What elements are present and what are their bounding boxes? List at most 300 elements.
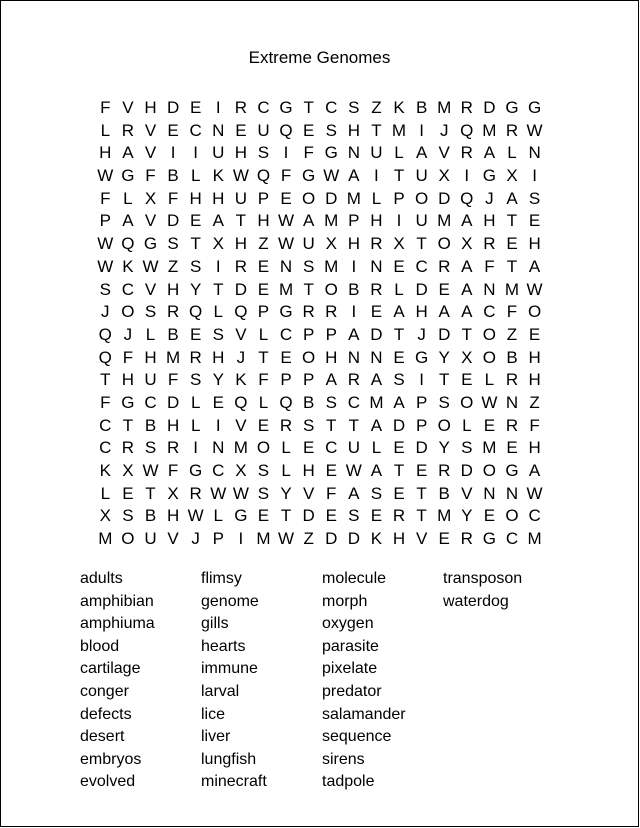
- grid-row: [94, 256, 546, 279]
- grid-letter: O: [256, 438, 271, 458]
- grid-letter: O: [121, 302, 135, 322]
- word-list-item: tadpole: [322, 773, 375, 791]
- grid-letter: P: [302, 370, 315, 390]
- grid-letter: F: [122, 347, 134, 367]
- grid-letter: S: [257, 483, 270, 503]
- grid-letter: L: [394, 143, 404, 163]
- grid-letter: T: [190, 234, 201, 254]
- grid-letter: V: [302, 483, 315, 503]
- word-list-item: morph: [322, 592, 368, 610]
- grid-letter: E: [370, 302, 383, 322]
- grid-letter: R: [483, 234, 496, 254]
- grid-letter: G: [234, 506, 248, 526]
- grid-letter: J: [485, 188, 494, 208]
- grid-letter: F: [100, 98, 111, 117]
- grid-letter: L: [100, 483, 111, 503]
- grid-letter: Q: [279, 392, 293, 412]
- grid-letter: H: [325, 347, 338, 367]
- grid-letter: I: [419, 120, 424, 140]
- grid-letter: C: [483, 302, 496, 322]
- grid-letter: A: [461, 256, 473, 276]
- grid-letter: T: [416, 483, 427, 503]
- grid-letter: R: [505, 120, 519, 140]
- grid-letter: A: [348, 166, 360, 186]
- grid-letter: O: [482, 324, 496, 344]
- grid-letter: Y: [438, 347, 450, 367]
- grid-letter: R: [121, 120, 135, 140]
- grid-letter: M: [324, 256, 339, 276]
- grid-letter: O: [482, 347, 496, 367]
- grid-letter: H: [370, 211, 383, 231]
- grid-letter: E: [235, 120, 247, 140]
- grid-letter: V: [415, 529, 428, 549]
- grid-letter: R: [166, 302, 180, 322]
- grid-letter: W: [187, 506, 204, 526]
- grid-letter: N: [505, 483, 519, 503]
- grid-letter: P: [415, 415, 428, 435]
- grid-letter: Y: [190, 279, 202, 299]
- grid-letter: E: [257, 279, 270, 299]
- grid-letter: V: [461, 483, 473, 503]
- grid-letter: R: [505, 415, 519, 435]
- grid-letter: M: [324, 211, 339, 231]
- grid-letter: S: [99, 279, 111, 299]
- grid-letter: O: [121, 529, 135, 549]
- grid-letter: V: [144, 120, 157, 140]
- grid-letter: E: [280, 188, 292, 208]
- grid-letter: D: [166, 98, 180, 117]
- grid-letter: T: [506, 256, 518, 276]
- grid-letter: U: [347, 438, 360, 458]
- grid-letter: O: [460, 392, 474, 412]
- grid-letter: S: [302, 415, 315, 435]
- grid-letter: V: [144, 279, 157, 299]
- grid-letter: S: [393, 370, 405, 390]
- grid-letter: U: [144, 529, 157, 549]
- grid-letter: C: [415, 256, 428, 276]
- word-column: [80, 568, 201, 794]
- grid-letter: I: [351, 302, 357, 322]
- word-list-item: transposon: [443, 570, 523, 587]
- word-list-item: flimsy: [201, 570, 242, 587]
- grid-row: [94, 233, 546, 256]
- grid-letter: E: [461, 370, 473, 390]
- grid-letter: A: [348, 324, 360, 344]
- grid-letter: O: [302, 188, 316, 208]
- grid-letter: N: [347, 347, 360, 367]
- grid-row: [94, 347, 546, 370]
- grid-letter: R: [505, 370, 519, 390]
- grid-letter: D: [460, 461, 473, 480]
- grid-letter: E: [528, 324, 541, 344]
- grid-letter: I: [215, 415, 221, 435]
- grid-letter: E: [122, 483, 134, 503]
- grid-letter: L: [258, 324, 269, 344]
- grid-letter: X: [461, 347, 473, 367]
- grid-letter: O: [437, 415, 451, 435]
- grid-letter: H: [415, 302, 428, 322]
- grid-letter: J: [101, 302, 110, 322]
- grid-letter: P: [348, 211, 360, 231]
- grid-letter: N: [212, 120, 225, 140]
- grid-row: [94, 301, 546, 324]
- grid-letter: T: [100, 370, 111, 390]
- grid-letter: M: [437, 98, 452, 117]
- grid-letter: E: [483, 415, 496, 435]
- grid-letter: R: [460, 143, 473, 163]
- grid-letter: E: [302, 438, 315, 458]
- grid-letter: U: [234, 188, 247, 208]
- grid-letter: R: [438, 461, 451, 480]
- grid-letter: S: [212, 324, 224, 344]
- grid-letter: K: [212, 166, 224, 186]
- grid-letter: Z: [258, 234, 269, 254]
- grid-letter: A: [461, 302, 473, 322]
- grid-letter: M: [233, 438, 248, 458]
- grid-letter: H: [257, 211, 270, 231]
- grid-letter: I: [238, 529, 244, 549]
- grid-letter: A: [461, 211, 473, 231]
- grid-letter: B: [415, 98, 428, 117]
- grid-row: [94, 392, 546, 415]
- grid-letter: L: [190, 415, 201, 435]
- word-list-item: cartilage: [80, 660, 141, 678]
- grid-letter: T: [371, 120, 382, 140]
- grid-letter: E: [393, 483, 405, 503]
- grid-letter: R: [438, 256, 451, 276]
- grid-letter: S: [302, 256, 315, 276]
- grid-letter: T: [258, 347, 269, 367]
- grid-letter: V: [235, 324, 247, 344]
- grid-letter: F: [484, 256, 495, 276]
- grid-letter: A: [325, 370, 337, 390]
- grid-letter: G: [302, 166, 316, 186]
- grid-letter: M: [346, 188, 361, 208]
- grid-letter: C: [528, 506, 541, 526]
- grid-letter: F: [167, 370, 179, 390]
- grid-letter: S: [257, 143, 270, 163]
- word-column: [443, 568, 564, 794]
- grid-letter: D: [392, 415, 406, 435]
- grid-letter: B: [302, 392, 315, 412]
- grid-row: [94, 279, 546, 302]
- grid-letter: B: [438, 483, 450, 503]
- word-list-item: gills: [201, 615, 229, 633]
- grid-letter: N: [528, 143, 541, 163]
- grid-letter: U: [370, 143, 383, 163]
- grid-letter: N: [279, 256, 293, 276]
- grid-letter: B: [144, 506, 157, 526]
- grid-letter: H: [528, 347, 541, 367]
- grid-letter: G: [527, 98, 542, 117]
- letter-grid: [94, 97, 546, 551]
- grid-letter: D: [166, 392, 180, 412]
- grid-letter: P: [99, 211, 111, 231]
- grid-letter: K: [99, 461, 111, 480]
- grid-letter: L: [507, 143, 517, 163]
- grid-letter: G: [143, 234, 158, 254]
- grid-letter: A: [438, 302, 450, 322]
- grid-letter: D: [415, 279, 428, 299]
- grid-letter: V: [167, 529, 179, 549]
- grid-letter: E: [302, 120, 315, 140]
- grid-row: [94, 210, 546, 233]
- grid-letter: M: [482, 120, 497, 140]
- grid-letter: M: [437, 506, 452, 526]
- grid-letter: H: [144, 347, 157, 367]
- grid-letter: P: [280, 370, 292, 390]
- grid-letter: D: [483, 98, 496, 117]
- grid-letter: A: [483, 143, 496, 163]
- grid-letter: X: [461, 234, 473, 254]
- grid-letter: D: [415, 438, 428, 458]
- grid-letter: L: [100, 120, 111, 140]
- grid-letter: T: [439, 370, 450, 390]
- grid-letter: M: [278, 279, 294, 299]
- grid-letter: D: [302, 506, 315, 526]
- grid-letter: H: [347, 234, 360, 254]
- grid-letter: W: [232, 166, 249, 186]
- page-title: Extreme Genomes: [248, 48, 391, 67]
- grid-letter: Q: [279, 120, 293, 140]
- grid-letter: B: [348, 279, 360, 299]
- grid-letter: W: [323, 166, 340, 186]
- grid-letter: F: [167, 188, 179, 208]
- grid-letter: J: [439, 120, 449, 140]
- grid-letter: F: [280, 166, 292, 186]
- word-list-item: liver: [201, 728, 231, 746]
- word-list-item: lice: [201, 705, 226, 723]
- grid-letter: H: [234, 143, 247, 163]
- grid-letter: H: [528, 234, 541, 254]
- grid-letter: V: [235, 415, 247, 435]
- grid-letter: E: [257, 256, 270, 276]
- grid-letter: I: [351, 256, 357, 276]
- grid-letter: A: [370, 461, 383, 480]
- grid-letter: R: [121, 438, 135, 458]
- grid-letter: W: [97, 256, 114, 276]
- grid-letter: U: [144, 370, 157, 390]
- grid-letter: H: [121, 370, 135, 390]
- grid-letter: S: [528, 188, 541, 208]
- grid-letter: M: [256, 529, 271, 549]
- grid-letter: L: [190, 166, 201, 186]
- grid-letter: E: [370, 506, 383, 526]
- grid-letter: I: [193, 438, 199, 458]
- grid-letter: C: [325, 438, 338, 458]
- grid-letter: T: [348, 415, 360, 435]
- grid-letter: F: [303, 143, 314, 163]
- grid-letter: M: [391, 120, 407, 140]
- grid-letter: S: [461, 438, 473, 458]
- grid-letter: E: [190, 324, 202, 344]
- grid-letter: H: [392, 529, 406, 549]
- grid-letter: O: [302, 347, 316, 367]
- grid-letter: M: [98, 529, 113, 549]
- grid-letter: F: [529, 415, 540, 435]
- grid-letter: G: [505, 98, 519, 117]
- grid-letter: N: [370, 347, 383, 367]
- word-list-item: conger: [80, 682, 129, 700]
- grid-letter: V: [438, 143, 450, 163]
- grid-letter: C: [212, 461, 225, 480]
- grid-letter: H: [144, 98, 157, 117]
- grid-letter: O: [414, 188, 429, 208]
- grid-letter: E: [190, 211, 202, 231]
- grid-letter: A: [528, 461, 541, 480]
- grid-letter: H: [347, 120, 360, 140]
- grid-letter: T: [326, 415, 337, 435]
- grid-letter: C: [99, 438, 112, 458]
- grid-letter: X: [99, 506, 111, 526]
- grid-letter: A: [506, 188, 518, 208]
- grid-letter: A: [370, 415, 383, 435]
- grid-letter: T: [280, 506, 292, 526]
- grid-letter: S: [144, 438, 157, 458]
- grid-letter: L: [123, 188, 133, 208]
- grid-letter: Q: [121, 234, 135, 254]
- grid-letter: G: [121, 392, 135, 412]
- grid-letter: R: [302, 302, 315, 322]
- grid-letter: I: [374, 166, 379, 186]
- grid-letter: L: [281, 438, 291, 458]
- grid-letter: T: [461, 324, 472, 344]
- word-list-item: adults: [80, 570, 123, 587]
- grid-letter: I: [170, 143, 176, 163]
- grid-letter: H: [189, 188, 202, 208]
- grid-row: [94, 369, 546, 392]
- grid-letter: E: [483, 506, 496, 526]
- grid-letter: S: [167, 234, 179, 254]
- grid-letter: R: [189, 483, 202, 503]
- grid-letter: I: [532, 166, 537, 186]
- grid-letter: T: [235, 211, 247, 231]
- word-list-item: desert: [80, 728, 125, 746]
- grid-letter: W: [97, 234, 114, 254]
- grid-letter: S: [122, 506, 134, 526]
- grid-letter: W: [278, 234, 295, 254]
- grid-letter: S: [144, 302, 157, 322]
- word-list-item: predator: [322, 682, 382, 700]
- grid-letter: L: [371, 188, 382, 208]
- grid-letter: R: [325, 302, 338, 322]
- grid-letter: A: [212, 211, 224, 231]
- grid-letter: R: [370, 279, 383, 299]
- grid-letter: W: [142, 256, 159, 276]
- grid-letter: E: [438, 279, 450, 299]
- grid-letter: R: [460, 98, 473, 117]
- grid-letter: M: [482, 438, 497, 458]
- grid-letter: X: [235, 461, 247, 480]
- grid-letter: P: [257, 302, 270, 322]
- grid-letter: X: [122, 461, 134, 480]
- grid-row: [94, 324, 546, 347]
- grid-letter: Q: [189, 302, 203, 322]
- grid-letter: K: [370, 529, 383, 549]
- grid-letter: T: [213, 279, 224, 299]
- grid-letter: E: [325, 461, 337, 480]
- grid-letter: I: [396, 211, 402, 231]
- grid-letter: C: [505, 529, 519, 549]
- grid-row: [94, 437, 546, 460]
- grid-letter: W: [142, 461, 159, 480]
- grid-letter: Q: [460, 120, 474, 140]
- grid-letter: U: [257, 120, 270, 140]
- grid-letter: K: [122, 256, 134, 276]
- grid-letter: O: [324, 279, 338, 299]
- grid-letter: Z: [529, 392, 540, 412]
- grid-letter: H: [212, 347, 225, 367]
- grid-letter: U: [302, 234, 315, 254]
- grid-letter: Y: [212, 370, 224, 390]
- grid-letter: H: [99, 143, 112, 163]
- grid-letter: S: [370, 483, 383, 503]
- grid-letter: M: [527, 529, 542, 549]
- grid-letter: E: [506, 438, 518, 458]
- grid-letter: Y: [438, 438, 450, 458]
- grid-letter: R: [234, 98, 247, 117]
- grid-letter: G: [121, 166, 135, 186]
- grid-letter: S: [257, 461, 270, 480]
- grid-letter: I: [419, 370, 424, 390]
- grid-letter: A: [415, 143, 428, 163]
- word-list-item: evolved: [80, 773, 136, 791]
- grid-letter: E: [257, 506, 270, 526]
- grid-letter: E: [257, 415, 270, 435]
- grid-letter: F: [100, 392, 111, 412]
- grid-letter: H: [234, 234, 247, 254]
- grid-letter: M: [165, 347, 181, 367]
- grid-letter: M: [437, 211, 452, 231]
- grid-letter: L: [281, 461, 291, 480]
- grid-letter: T: [145, 483, 156, 503]
- grid-letter: R: [189, 347, 202, 367]
- word-list-item: lungfish: [201, 750, 257, 768]
- grid-letter: R: [166, 438, 180, 458]
- grid-letter: R: [279, 415, 293, 435]
- grid-letter: L: [394, 279, 404, 299]
- grid-letter: Q: [234, 392, 248, 412]
- grid-letter: S: [325, 392, 337, 412]
- grid-letter: M: [369, 392, 384, 412]
- grid-letter: O: [437, 234, 451, 254]
- grid-letter: U: [212, 143, 225, 163]
- grid-letter: M: [504, 279, 520, 299]
- grid-letter: H: [528, 370, 541, 390]
- grid-letter: D: [325, 529, 338, 549]
- grid-letter: E: [506, 234, 518, 254]
- grid-letter: G: [482, 166, 496, 186]
- word-list-item: amphiuma: [80, 615, 155, 633]
- grid-letter: C: [99, 415, 112, 435]
- grid-letter: E: [393, 256, 405, 276]
- grid-letter: C: [325, 98, 338, 117]
- grid-letter: J: [236, 347, 246, 367]
- grid-letter: P: [325, 324, 337, 344]
- grid-letter: S: [190, 256, 202, 276]
- grid-letter: D: [438, 324, 451, 344]
- word-column: [322, 568, 443, 794]
- grid-letter: X: [167, 483, 179, 503]
- grid-letter: A: [461, 279, 473, 299]
- word-list-item: hearts: [201, 637, 246, 655]
- grid-letter: I: [215, 256, 221, 276]
- grid-letter: N: [212, 438, 225, 458]
- grid-row: [94, 165, 546, 188]
- grid-letter: R: [460, 529, 473, 549]
- grid-letter: W: [526, 483, 543, 503]
- grid-letter: R: [234, 256, 247, 276]
